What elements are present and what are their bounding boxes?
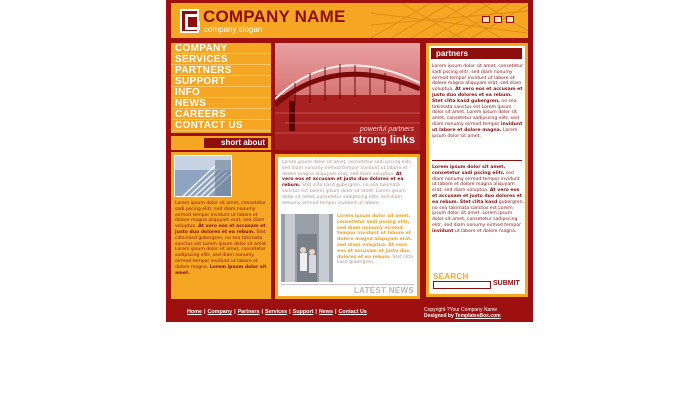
- nav-item-careers[interactable]: CAREERS: [171, 109, 271, 120]
- nav-item-partners[interactable]: PARTNERS: [171, 65, 271, 76]
- separator: |: [334, 309, 337, 315]
- footer-nav: [187, 309, 367, 315]
- about-text: Lorem ipsum dolor sit amet, consetetur sadi pscing elitr, sed diam nonumy eirmod tempor invidunt ut labore et dolore magna aliquyam erat, sed diam voluptua. At vero eos et accusam et justo duo dolores et ea rebum. Stet clita kasd gubergren, no sea takimata sanctus est Lorem ipsum dolor sit amet. Lorem ipsum dolor sit amet, consetetur sadipscing elitr, sed diam nonumy eirmod tempor invidunt ut labore et dolore magna. Lorem ipsum dolor sit amet.: [175, 201, 268, 276]
- footer-link-contact-us[interactable]: Contact Us: [338, 309, 367, 315]
- divider: [281, 284, 414, 285]
- partners-text-1: Lorem ipsum dolor sit amet, consetetur sadi pscing elitr, sed diam nonumy eirmod tempor invidunt ut labore et dolore magna aliquyam erat, sed diam voluptua. At vero eos et accusam et justo duo dolores et ea rebum. Stet clita kasd gubergren, no sea takimata sanctus est Lorem ipsum dolor sit amet. Lorem ipsum dolor sit amet, consetetur sadipscing elitr, sed diam nonumy eirmod tempor invidunt ut labore et dolore magna. Lorem ipsum dolor sit amet.: [432, 64, 523, 139]
- main-nav: [171, 43, 271, 133]
- search-label: SEARCH: [433, 272, 469, 281]
- footer-link-partners[interactable]: Partners: [237, 309, 260, 315]
- nav-item-news[interactable]: NEWS: [171, 98, 271, 109]
- about-photo: [174, 155, 232, 197]
- footer-link-news[interactable]: News: [318, 309, 333, 315]
- nav-item-support[interactable]: SUPPORT: [171, 76, 271, 87]
- latest-news-label[interactable]: LATEST NEWS: [353, 286, 414, 295]
- designer-credit: Designed by TemplatesBox.com: [424, 313, 501, 319]
- partners-title: partners: [431, 48, 522, 59]
- company-slogan: company slogan: [204, 25, 263, 34]
- email-icon[interactable]: [494, 16, 502, 23]
- page-container: [166, 0, 533, 322]
- news-article-text: Lorem ipsum dolor sit amet, consetetur sadi pscing elitr, sed diam nonumy eirmod tempor invidunt ut labore et dolore magna aliquyam erat, sed diam voluptua. At vero eos et accusam et justo duo dolores et ea rebum. Stet clita kasd gubergren.: [337, 214, 414, 266]
- nav-item-services[interactable]: SERVICES: [171, 54, 271, 65]
- header: [171, 3, 528, 38]
- about-header: [171, 136, 271, 150]
- footer-link-company[interactable]: Company: [207, 309, 233, 315]
- separator: |: [261, 309, 263, 315]
- copyright-text: Copyright ?Your Company Name: [424, 307, 498, 313]
- nav-item-contact-us[interactable]: CONTACT US: [171, 120, 271, 131]
- news-intro-text: Lorem ipsum dolor sit amet, consetetur sadi pscing elitr, sed diam nonumy eirmod tempor invidunt ut labore et dolore magna aliquyam erat, sed diam voluptua. At vero eos et accusam et justo duo dolores et ea rebum. Stet clita kasd gubergren, no sea takimata sanctus est Lorem ipsum dolor sit amet. Lorem ipsum dolor sit amet, consetetur sadipscing elitr, sed diam nonumy eirmod tempor invidunt ut labore.: [282, 160, 413, 206]
- copyright: [424, 307, 501, 319]
- separator: |: [289, 309, 291, 315]
- hero-caption-small: powerful partners: [359, 126, 414, 133]
- separator: |: [234, 309, 236, 315]
- search-input[interactable]: [433, 281, 491, 289]
- header-icons: [482, 16, 514, 23]
- news-photo: [281, 214, 333, 282]
- home-icon[interactable]: [482, 16, 490, 23]
- footer-link-home[interactable]: Home: [187, 309, 202, 315]
- divider: [432, 160, 522, 161]
- hero-banner: [275, 43, 420, 150]
- footer-link-services[interactable]: Services: [264, 309, 288, 315]
- company-name: COMPANY NAME: [203, 7, 346, 26]
- nav-item-info[interactable]: INFO: [171, 87, 271, 98]
- designer-link[interactable]: TemplatesBox.com: [455, 313, 501, 319]
- news-section: [275, 154, 420, 299]
- separator: |: [315, 309, 317, 315]
- separator: |: [203, 309, 206, 315]
- footer-link-support[interactable]: Support: [292, 309, 314, 315]
- partners-text-2: Lorem ipsum dolor sit amet, consetetur sadi pscing elitr, sed diam nonumy eirmod tempor invidunt ut labore et dolore magna aliquyam erat, sed diam voluptua. At vero eos et accusam et justo duo dolores et ea rebum. Stet clita kasd gubergren, no sea takimata sanctus est Lorem ipsum dolor sit amet. Lorem ipsum dolor sit amet, consetetur sadipscing elitr, sed diam nonumy eirmod tempor invidunt ut labore et dolore magna.: [432, 165, 524, 234]
- partners-section: [426, 43, 528, 297]
- nav-item-company[interactable]: COMPANY: [171, 43, 271, 54]
- hero-caption-big: strong links: [352, 134, 415, 146]
- about-section: [171, 152, 271, 299]
- company-logo[interactable]: [180, 9, 199, 33]
- submit-button[interactable]: SUBMIT: [493, 280, 520, 287]
- about-title: short about: [204, 138, 268, 148]
- sitemap-icon[interactable]: [506, 16, 514, 23]
